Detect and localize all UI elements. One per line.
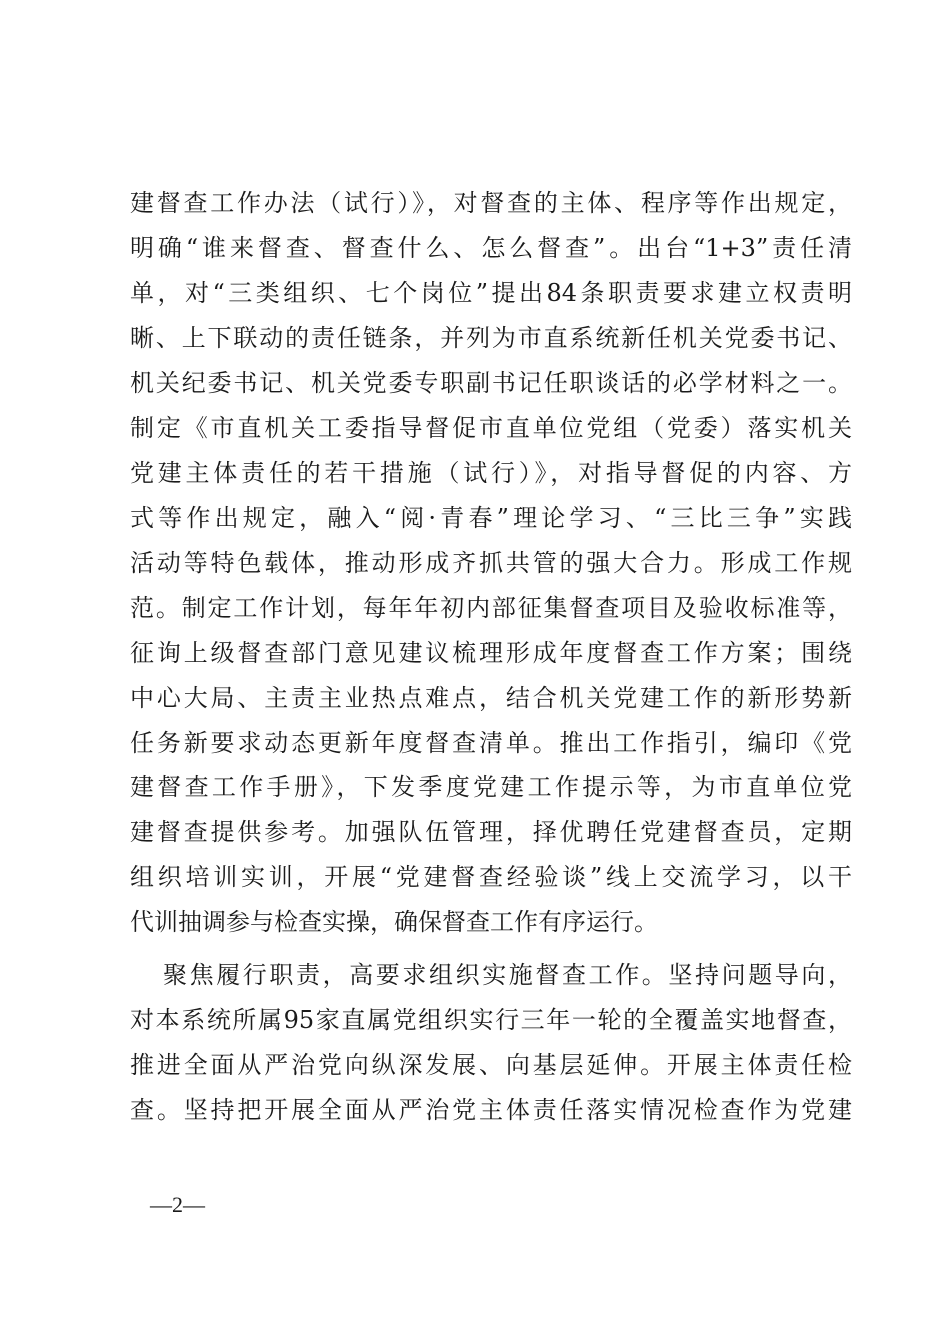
text-line: 任务新要求动态更新年度督查清单。推出工作指引，编印《党	[130, 729, 852, 757]
paragraph-first-line: 聚焦履行职责，高要求组织实施督查工作。坚持问题导向，	[163, 961, 852, 989]
text-line: 明确“谁来督查、督查什么、怎么督查”。出台“1+3”责任清	[130, 234, 852, 262]
text-line: 建督查工作办法（试行）》，对督查的主体、程序等作出规定，	[130, 189, 852, 217]
text-line: 建督查提供参考。加强队伍管理，择优聘任党建督查员，定期	[130, 818, 852, 846]
text-line: 代训抽调参与检查实操，确保督查工作有序运行。	[130, 908, 658, 936]
text-line: 组织培训实训，开展“党建督查经验谈”线上交流学习，以干	[130, 863, 852, 891]
text-line: 党建主体责任的若干措施（试行）》，对指导督促的内容、方	[130, 459, 852, 487]
text-line: 机关纪委书记、机关党委专职副书记任职谈话的必学材料之一。	[130, 369, 852, 397]
text-line: 晰、上下联动的责任链条，并列为市直系统新任机关党委书记、	[130, 324, 852, 352]
page-number: —2—	[150, 1192, 205, 1217]
text-line: 制定《市直机关工委指导督促市直单位党组（党委）落实机关	[130, 414, 852, 442]
text-line: 式等作出规定，融入“阅·青春”理论学习、“三比三争”实践	[130, 504, 852, 532]
text-line: 对本系统所属95家直属党组织实行三年一轮的全覆盖实地督查，	[130, 1006, 852, 1034]
text-line: 查。坚持把开展全面从严治党主体责任落实情况检查作为党建	[130, 1096, 852, 1124]
text-line: 单，对“三类组织、七个岗位”提出84条职责要求建立权责明	[130, 279, 852, 307]
text-line: 范。制定工作计划，每年年初内部征集督查项目及验收标准等，	[130, 594, 852, 622]
text-line: 建督查工作手册》，下发季度党建工作提示等，为市直单位党	[130, 773, 852, 801]
text-line: 征询上级督查部门意见建议梳理形成年度督查工作方案；围绕	[130, 639, 852, 667]
text-line: 中心大局、主责主业热点难点，结合机关党建工作的新形势新	[130, 684, 852, 712]
text-line: 推进全面从严治党向纵深发展、向基层延伸。开展主体责任检	[130, 1051, 852, 1079]
text-line: 活动等特色载体，推动形成齐抓共管的强大合力。形成工作规	[130, 549, 852, 577]
